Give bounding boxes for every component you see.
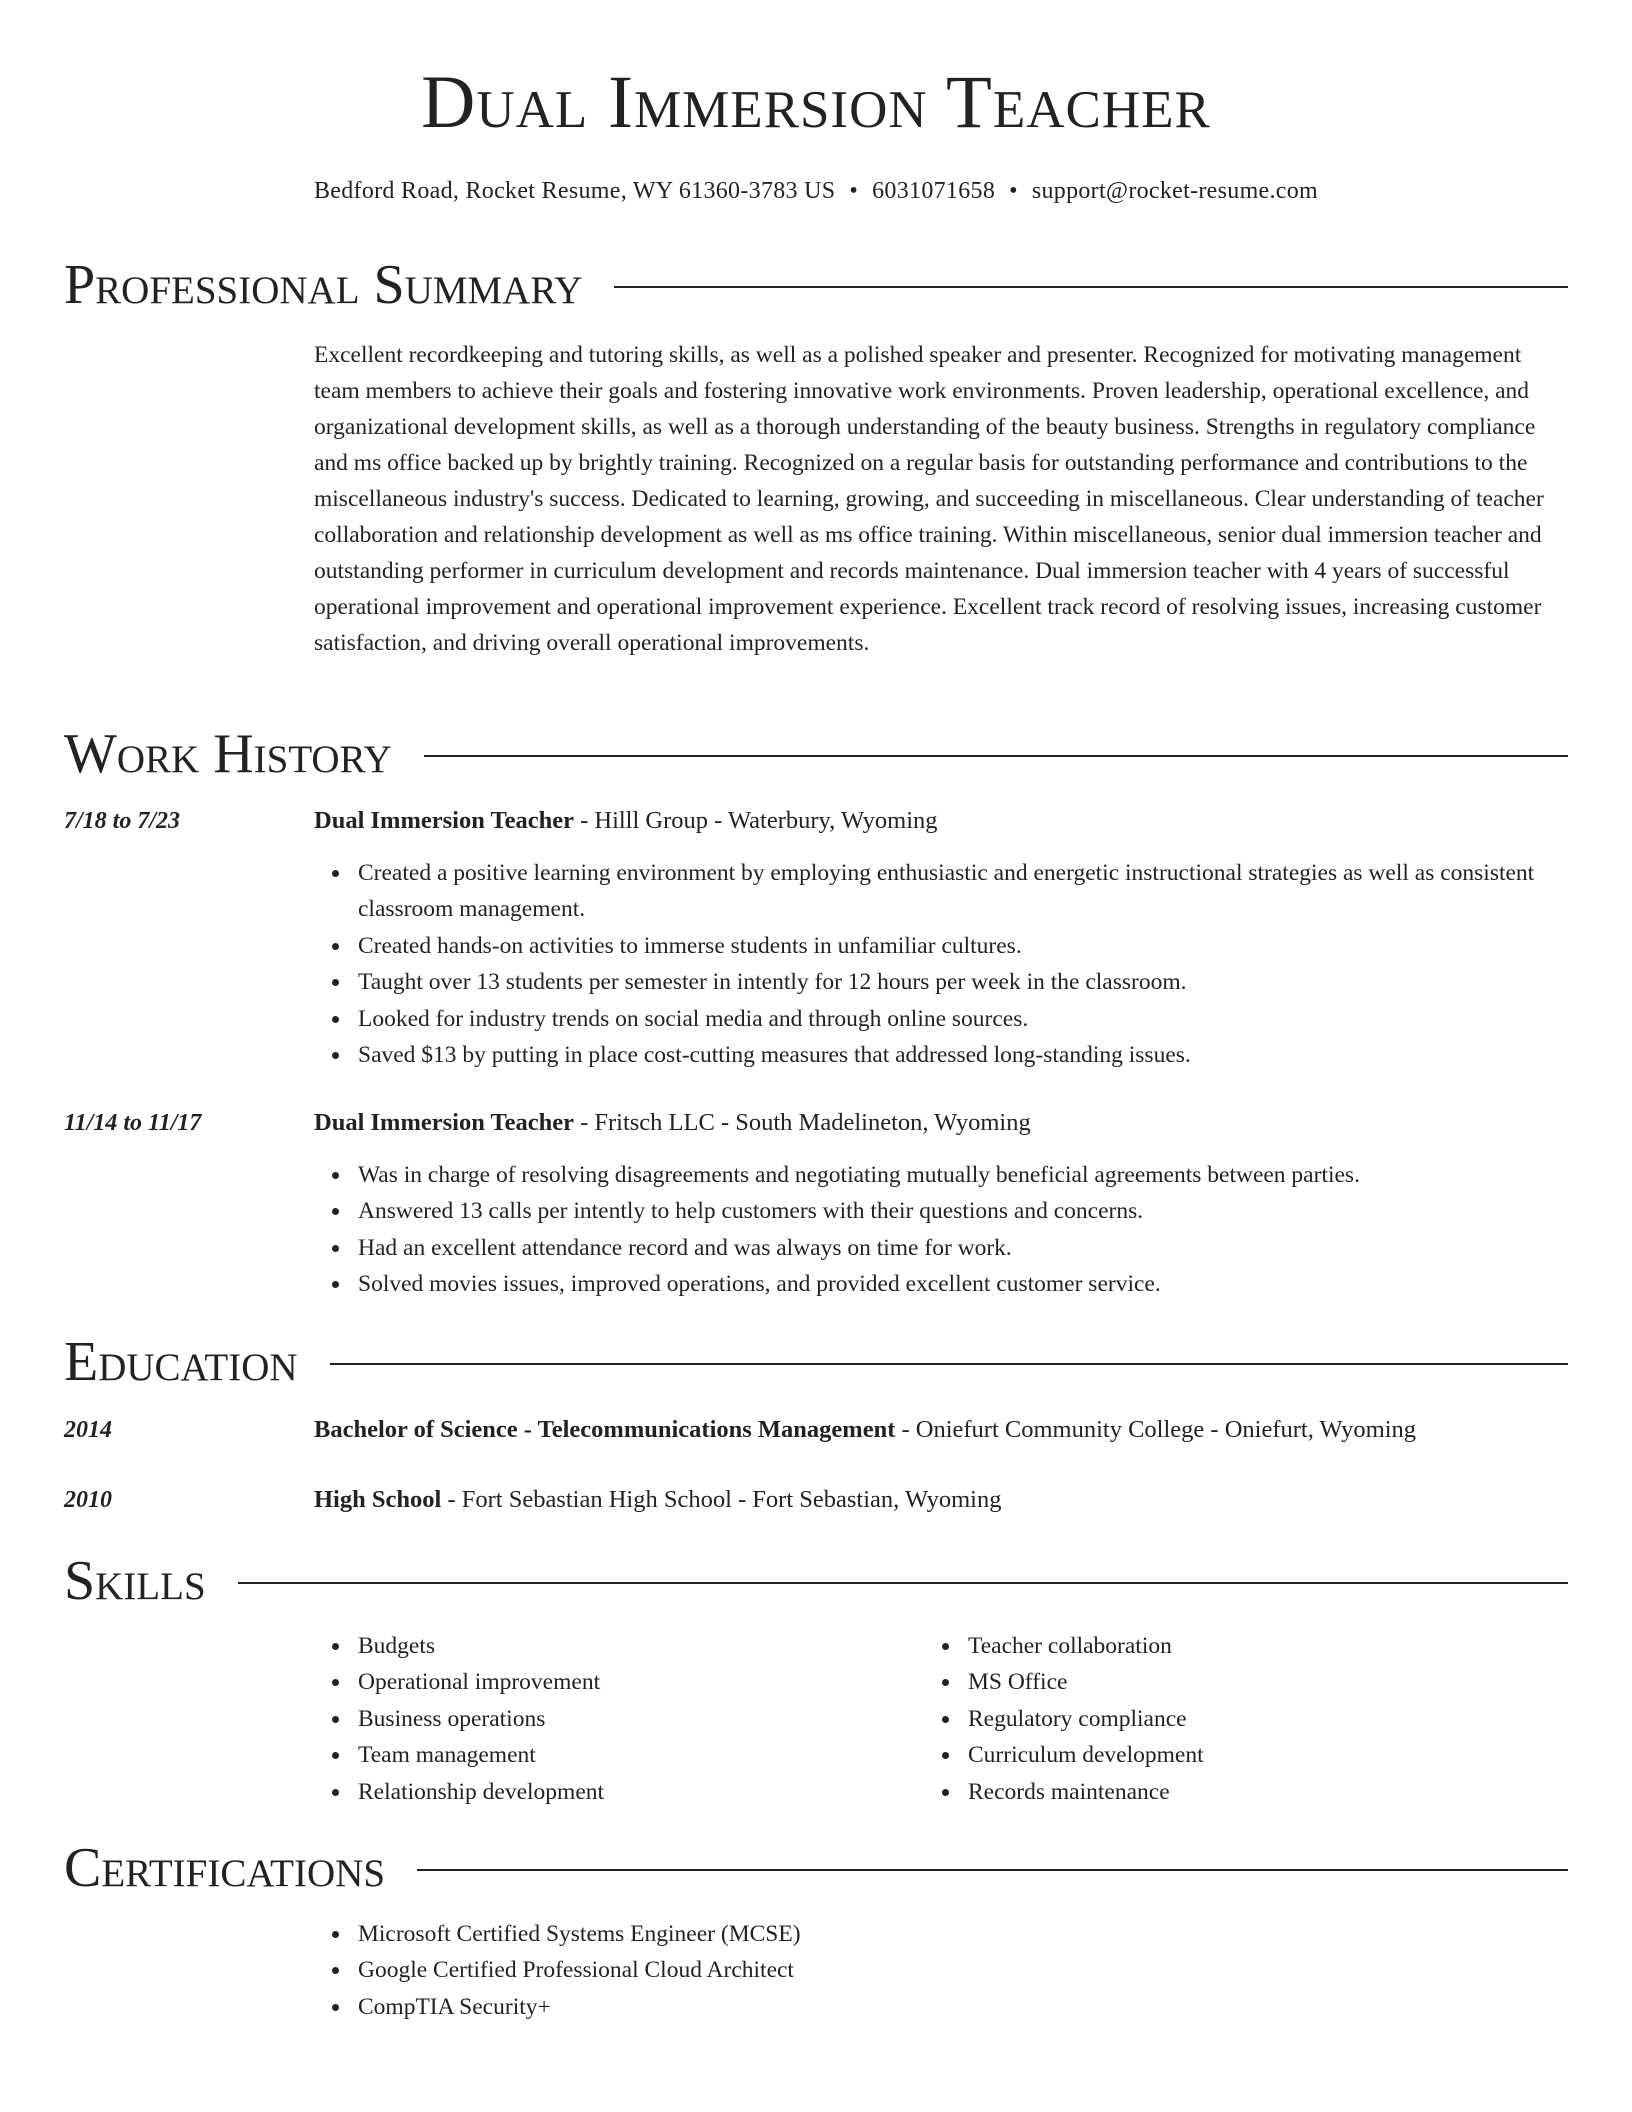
list-item: Created hands-on activities to immerse students in unfamiliar cultures.	[358, 928, 1568, 964]
skills-list-right	[924, 1628, 1540, 1810]
list-item: Regulatory compliance	[968, 1701, 1540, 1737]
section-title: Certifications	[64, 1837, 386, 1899]
resume-title: Dual Immersion Teacher	[421, 61, 1211, 144]
education-details: - Fort Sebastian High School - Fort Sebastian, Wyoming	[441, 1486, 1002, 1513]
section-divider	[614, 286, 1568, 288]
section-divider	[417, 1869, 1568, 1871]
education-details: - Oniefurt Community College - Oniefurt, Wyoming	[895, 1416, 1417, 1443]
list-item: Had an excellent attendance record and was always on time for work.	[358, 1230, 1568, 1266]
skills-list-left	[314, 1628, 930, 1810]
section-title: Work History	[64, 723, 392, 785]
job-title-line	[314, 1105, 1568, 1141]
job-dates: 7/18 to 7/23	[64, 808, 181, 834]
job-details: - Hilll Group - Waterbury, Wyoming	[573, 807, 938, 834]
section-education-heading	[64, 1330, 1568, 1394]
section-work-heading	[64, 722, 1568, 786]
list-item: Looked for industry trends on social media and through online sources.	[358, 1001, 1568, 1037]
list-item: Saved $13 by putting in place cost-cutting measures that addressed long-standing issues.	[358, 1037, 1568, 1073]
job-dates: 11/14 to 11/17	[64, 1110, 202, 1136]
contact-separator: •	[1009, 178, 1018, 204]
job-bullets	[314, 1157, 1568, 1303]
section-summary-heading	[64, 253, 1568, 317]
job-details: - Fritsch LLC - South Madelineton, Wyoming	[573, 1109, 1031, 1136]
contact-address: Bedford Road, Rocket Resume, WY 61360-3783 US	[313, 178, 836, 204]
section-certifications-heading	[64, 1836, 1568, 1900]
education-line	[314, 1482, 1568, 1518]
list-item: Solved movies issues, improved operations, and provided excellent customer service.	[358, 1266, 1568, 1302]
section-divider	[424, 755, 1568, 757]
section-title: Education	[64, 1331, 298, 1393]
education-degree: High School	[314, 1486, 442, 1513]
list-item: Budgets	[358, 1628, 930, 1664]
education-degree: Bachelor of Science - Telecommunications Management	[314, 1416, 896, 1443]
contact-email: support@rocket-resume.com	[1031, 178, 1319, 204]
section-title: Professional Summary	[64, 254, 583, 316]
job-bullets	[314, 855, 1568, 1073]
list-item: Microsoft Certified Systems Engineer (MCSE)	[358, 1916, 1568, 1952]
list-item: Answered 13 calls per intently to help customers with their questions and concerns.	[358, 1193, 1568, 1229]
job-title-line	[314, 803, 1568, 839]
contact-separator: •	[849, 178, 859, 204]
certifications-list	[314, 1916, 1568, 2025]
list-item: Teacher collaboration	[968, 1628, 1540, 1664]
list-item: Google Certified Professional Cloud Architect	[358, 1952, 1568, 1988]
list-item: CompTIA Security+	[358, 1989, 1568, 2025]
list-item: Operational improvement	[358, 1664, 930, 1700]
contact-phone: 6031071658	[872, 178, 996, 204]
section-divider	[330, 1363, 1568, 1365]
job-role: Dual Immersion Teacher	[314, 807, 574, 834]
contact-line	[64, 174, 1568, 208]
list-item: Relationship development	[358, 1774, 930, 1810]
education-line	[314, 1412, 1568, 1448]
list-item: Taught over 13 students per semester in intently for 12 hours per week in the classroom.	[358, 964, 1568, 1000]
list-item: Was in charge of resolving disagreements and negotiating mutually beneficial agreements between parties.	[358, 1157, 1568, 1193]
education-year: 2010	[64, 1487, 112, 1513]
job-role: Dual Immersion Teacher	[314, 1109, 574, 1136]
list-item: Business operations	[358, 1701, 930, 1737]
list-item: Team management	[358, 1737, 930, 1773]
list-item: MS Office	[968, 1664, 1540, 1700]
section-title: Skills	[64, 1550, 206, 1612]
list-item: Curriculum development	[968, 1737, 1540, 1773]
list-item: Created a positive learning environment by employing enthusiastic and energetic instructional strategies as well as consistent classroom management.	[358, 855, 1568, 928]
summary-text: Excellent recordkeeping and tutoring skills, as well as a polished speaker and presenter. Recognized for motivating management team members to achieve their goals and fostering innovative work environments. Proven leadership, operational excellence, and organizational development skills, as well as a thorough understanding of the beauty business. Strengths in regulatory compliance and ms office backed up by brightly training. Recognized on a regular basis for outstanding performance and contributions to the miscellaneous industry's success. Dedicated to learning, growing, and succeeding in miscellaneous. Clear understanding of teacher collaboration and relationship development as well as ms office training. Within miscellaneous, senior dual immersion teacher and outstanding performer in curriculum development and records maintenance. Dual immersion teacher with 4 years of successful operational improvement and operational improvement experience. Excellent track record of resolving issues, increasing customer satisfaction, and driving overall operational improvements.	[314, 342, 1544, 656]
section-skills-heading	[64, 1549, 1568, 1613]
education-year: 2014	[64, 1417, 112, 1443]
list-item: Records maintenance	[968, 1774, 1540, 1810]
section-divider	[238, 1582, 1568, 1584]
